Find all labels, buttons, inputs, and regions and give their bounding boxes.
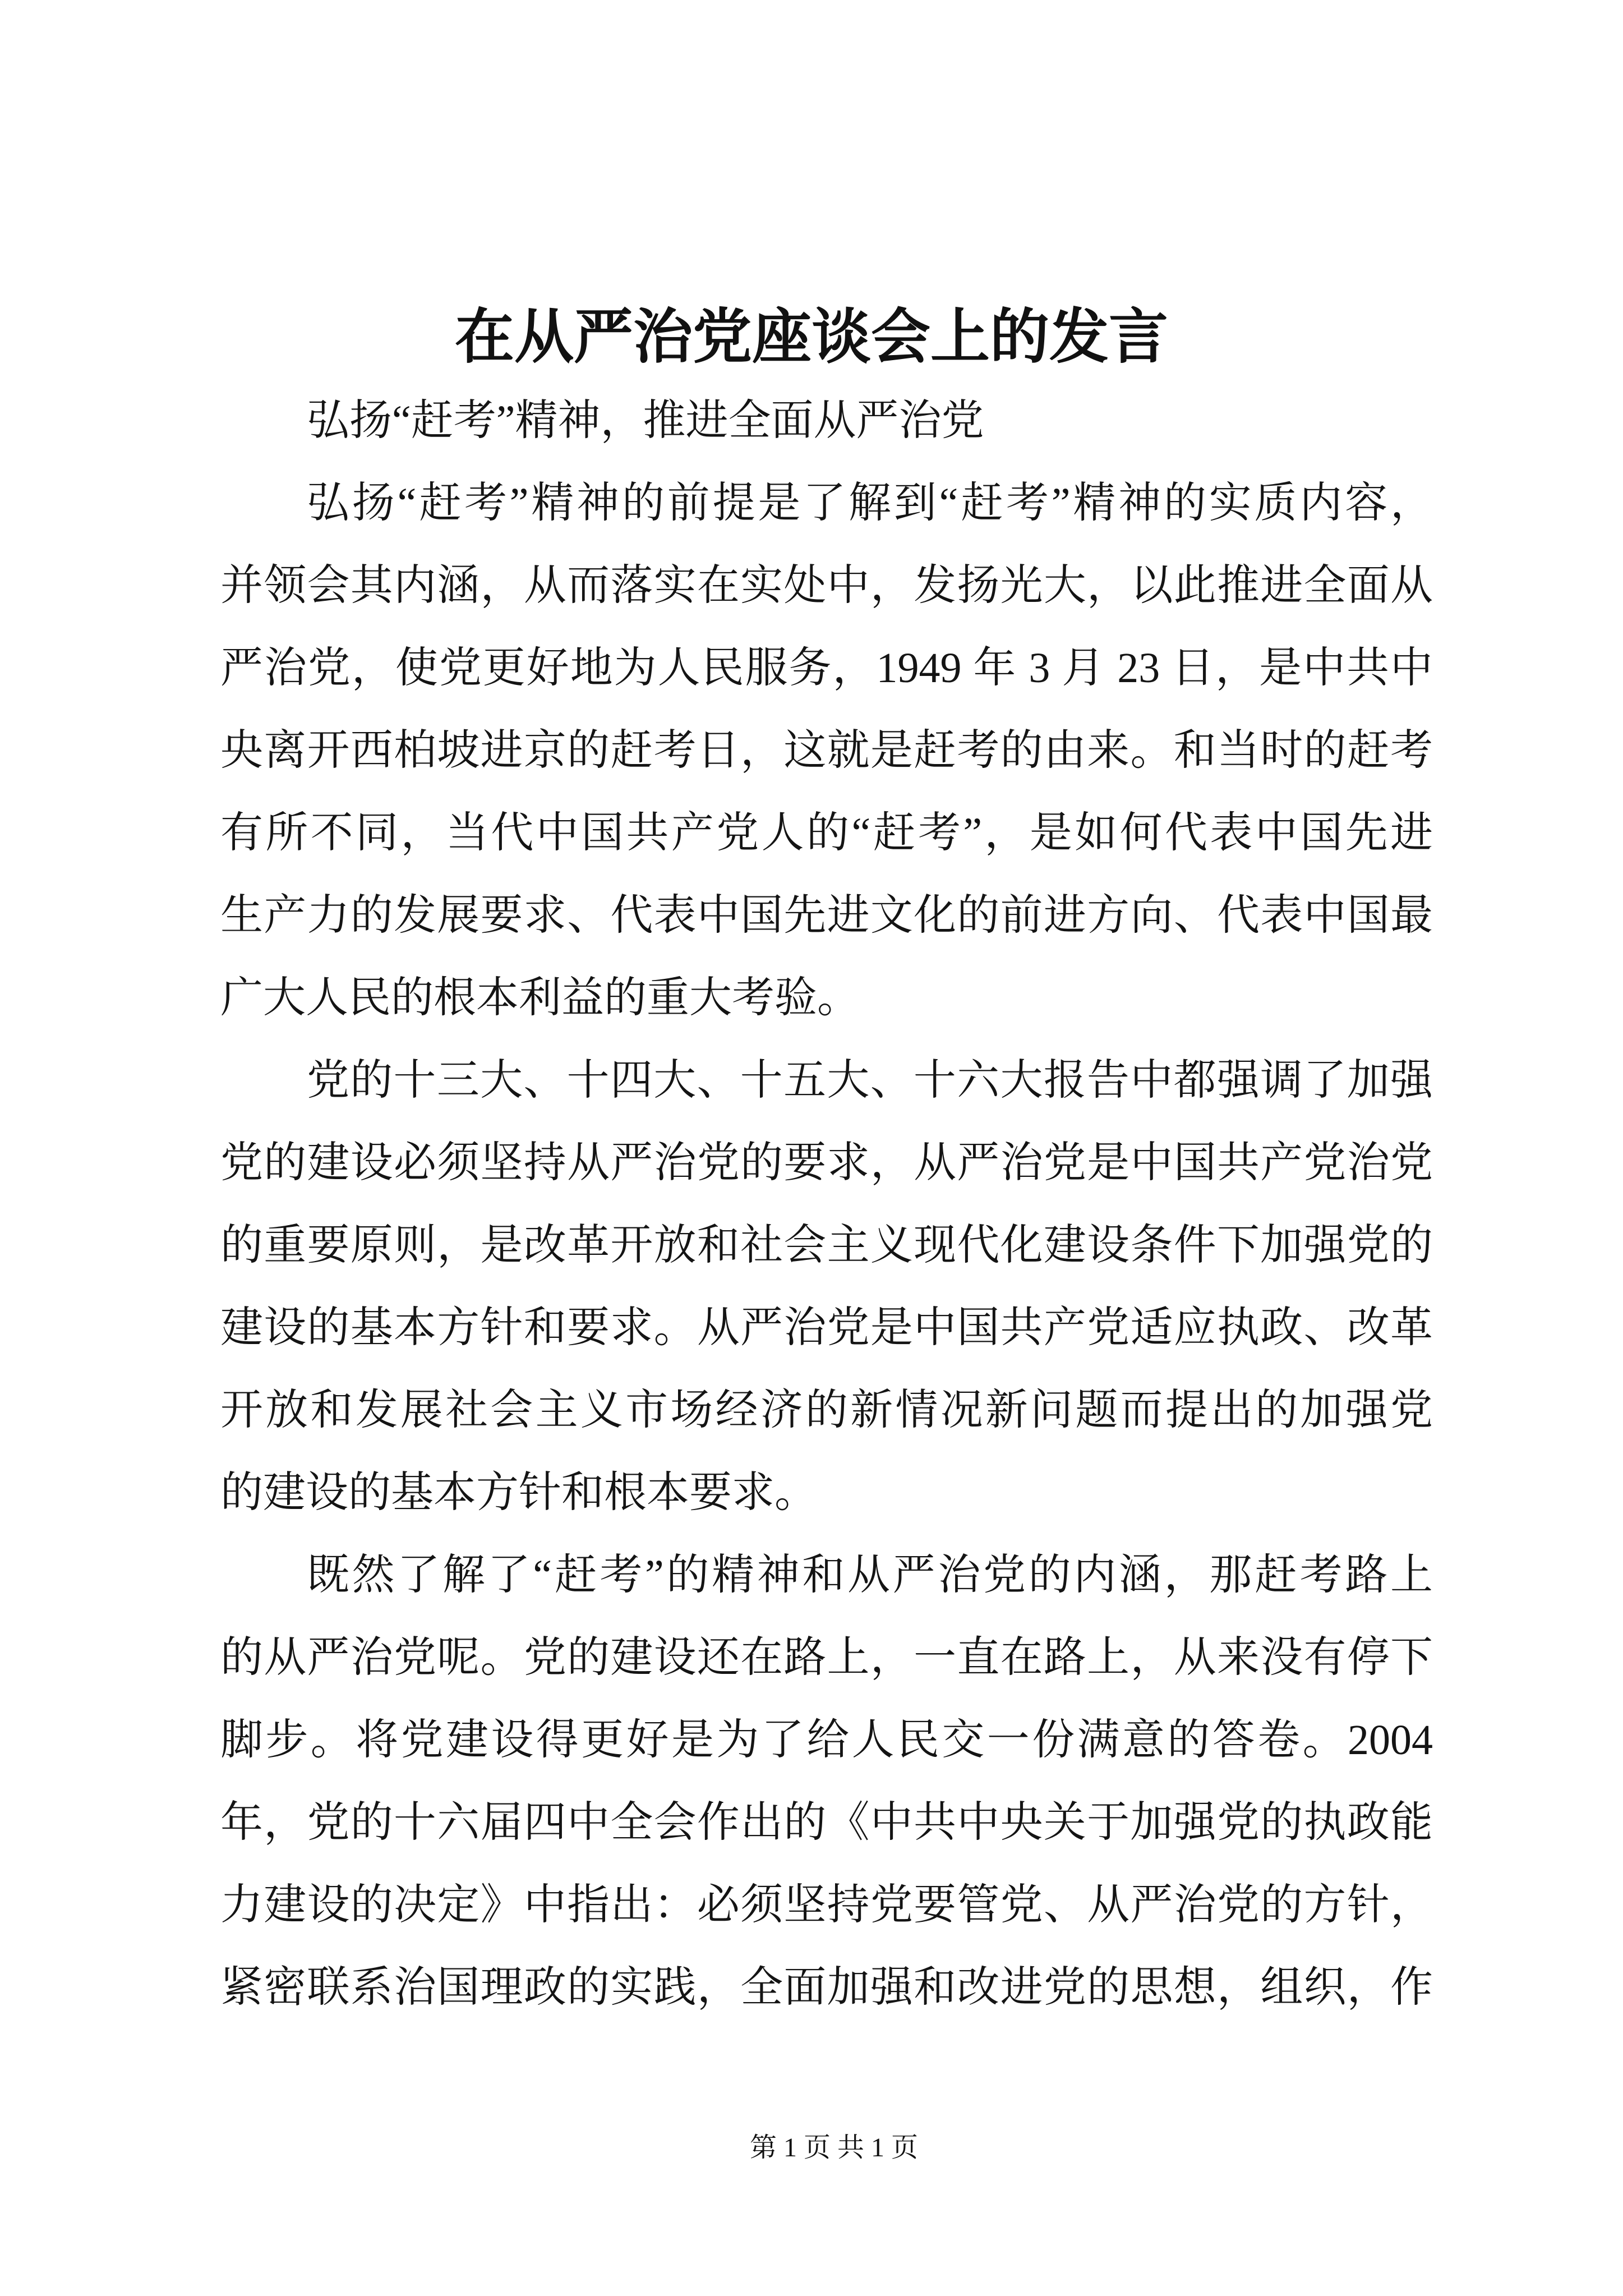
document-subtitle: 弘扬“赶考”精神，推进全面从严治党 <box>307 397 984 444</box>
paragraph-line: 脚步。将党建设得更好是为了给人民交一份满意的答卷。2004 <box>220 1717 1433 1764</box>
paragraph-line: 建设的基本方针和要求。从严治党是中国共产党适应执政、改革 <box>220 1304 1433 1351</box>
paragraph-line: 弘扬“赶考”精神的前提是了解到“赶考”精神的实质内容， <box>307 480 1433 527</box>
paragraph-line: 党的十三大、十四大、十五大、十六大报告中都强调了加强 <box>307 1057 1433 1104</box>
page-number-footer: 第 1 页 共 1 页 <box>750 2133 919 2162</box>
paragraph-line: 既然了解了“赶考”的精神和从严治党的内涵，那赶考路上 <box>307 1552 1433 1599</box>
paragraph-line: 年，党的十六届四中全会作出的《中共中央关于加强党的执政能 <box>220 1799 1433 1846</box>
paragraph-2 <box>220 1039 1433 1534</box>
paragraph-line: 党的建设必须坚持从严治党的要求，从严治党是中国共产党治党 <box>220 1139 1433 1186</box>
paragraph-line: 的从严治党呢。党的建设还在路上，一直在路上，从来没有停下 <box>220 1634 1433 1681</box>
document-title: 在从严治党座谈会上的发言 <box>455 305 1168 370</box>
paragraph-line: 开放和发展社会主义市场经济的新情况新问题而提出的加强党 <box>220 1387 1433 1434</box>
paragraph-3 <box>220 1534 1433 2029</box>
paragraph-line: 紧密联系治国理政的实践，全面加强和改进党的思想，组织，作 <box>220 1964 1433 2011</box>
paragraph-line: 并领会其内涵，从而落实在实处中，发扬光大，以此推进全面从 <box>220 562 1433 609</box>
paragraph-line: 广大人民的根本利益的重大考验。 <box>220 974 860 1022</box>
paragraph-line: 的重要原则，是改革开放和社会主义现代化建设条件下加强党的 <box>220 1222 1433 1269</box>
paragraph-line: 央离开西柏坡进京的赶考日，这就是赶考的由来。和当时的赶考 <box>220 727 1433 774</box>
paragraph-line: 力建设的决定》中指出：必须坚持党要管党、从严治党的方针， <box>220 1881 1433 1929</box>
paragraph-line: 严治党，使党更好地为人民服务，1949 年 3 月 23 日，是中共中 <box>220 645 1433 692</box>
paragraph-line: 的建设的基本方针和根本要求。 <box>220 1469 817 1516</box>
paragraph-line: 生产力的发展要求、代表中国先进文化的前进方向、代表中国最 <box>220 892 1433 939</box>
paragraph-1 <box>220 462 1433 1039</box>
paragraph-line: 有所不同，当代中国共产党人的“赶考”，是如何代表中国先进 <box>220 809 1433 857</box>
document-body <box>220 380 1433 2029</box>
